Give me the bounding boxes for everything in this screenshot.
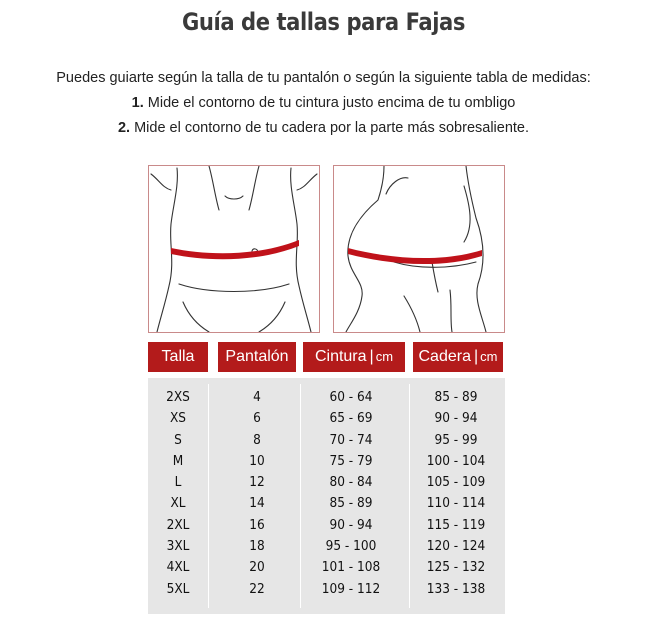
table-cell-talla: 2XL <box>166 516 190 533</box>
table-cell-talla: XL <box>170 495 186 512</box>
table-cell-cintura: 80 - 84 <box>329 474 373 491</box>
table-cell-talla: S <box>174 431 182 448</box>
table-cell-talla: M <box>172 452 184 469</box>
intro-text: Puedes guiarte según la talla de tu pantalón o según la siguiente tabla de medidas: <box>56 70 591 86</box>
step-1-number: 1. <box>131 95 144 111</box>
column-cadera <box>410 387 502 600</box>
table-cell-cintura: 65 - 69 <box>329 410 373 427</box>
table-cell-cintura: 101 - 108 <box>321 559 381 576</box>
table-cell-cadera: 105 - 109 <box>426 474 486 491</box>
hip-illustration <box>333 165 505 333</box>
table-cell-pantalon: 10 <box>249 452 265 469</box>
table-cell-cintura: 75 - 79 <box>329 452 373 469</box>
column-divider <box>300 384 301 608</box>
column-divider <box>208 384 209 608</box>
header-cadera-label: Cadera <box>418 348 471 365</box>
table-cell-cintura: 109 - 112 <box>321 580 381 597</box>
table-cell-talla: 5XL <box>166 580 190 597</box>
header-talla-label: Talla <box>161 348 195 365</box>
table-cell-cintura: 95 - 100 <box>325 538 377 555</box>
table-cell-cadera: 125 - 132 <box>426 559 486 576</box>
table-cell-cintura: 70 - 74 <box>329 431 373 448</box>
table-cell-talla: 3XL <box>166 538 190 555</box>
table-cell-pantalon: 12 <box>249 474 265 491</box>
table-cell-talla: 2XS <box>166 389 190 405</box>
table-cell-talla: 4XL <box>166 559 190 576</box>
page-title: Guía de tallas para Fajas <box>182 8 465 36</box>
table-cell-cadera: 100 - 104 <box>426 452 486 469</box>
header-pantalon <box>218 342 296 372</box>
header-talla <box>148 342 208 372</box>
header-cintura <box>303 342 405 372</box>
table-cell-talla: L <box>174 474 182 491</box>
column-talla <box>148 387 208 600</box>
table-cell-cadera: 95 - 99 <box>434 431 478 448</box>
header-cadera-unit: | cm <box>474 348 498 366</box>
step-2-number: 2. <box>117 120 131 136</box>
step-2 <box>0 116 647 141</box>
table-cell-cadera: 85 - 89 <box>434 389 478 405</box>
table-cell-cintura: 60 - 64 <box>329 389 373 405</box>
table-cell-pantalon: 6 <box>253 410 261 427</box>
table-cell-cintura: 85 - 89 <box>329 495 373 512</box>
column-cintura <box>303 387 399 600</box>
table-cell-talla: XS <box>169 410 187 427</box>
table-cell-cadera: 133 - 138 <box>426 580 486 597</box>
header-pantalon-label: Pantalón <box>225 348 289 365</box>
table-cell-pantalon: 22 <box>249 580 265 597</box>
header-cintura-unit: | cm <box>370 348 394 366</box>
table-cell-cadera: 120 - 124 <box>426 538 486 555</box>
table-cell-cadera: 115 - 119 <box>426 516 486 533</box>
table-cell-pantalon: 14 <box>249 495 265 512</box>
header-cintura-label: Cintura <box>314 348 367 365</box>
table-cell-cadera: 90 - 94 <box>434 410 478 427</box>
table-cell-cintura: 90 - 94 <box>329 516 373 533</box>
waist-illustration <box>148 165 320 333</box>
step-1 <box>0 91 647 116</box>
table-cell-pantalon: 20 <box>249 559 265 576</box>
table-cell-pantalon: 18 <box>249 538 265 555</box>
table-cell-pantalon: 16 <box>249 516 265 533</box>
instructions <box>0 66 647 141</box>
table-cell-cadera: 110 - 114 <box>426 495 486 512</box>
header-cadera <box>413 342 503 372</box>
table-cell-pantalon: 4 <box>253 389 261 405</box>
step-1-text: Mide el contorno de tu cintura justo encima de tu ombligo <box>143 95 516 111</box>
step-2-text: Mide el contorno de tu cadera por la parte más sobresaliente. <box>130 120 530 136</box>
column-pantalon <box>218 387 296 600</box>
table-cell-pantalon: 8 <box>253 431 261 448</box>
